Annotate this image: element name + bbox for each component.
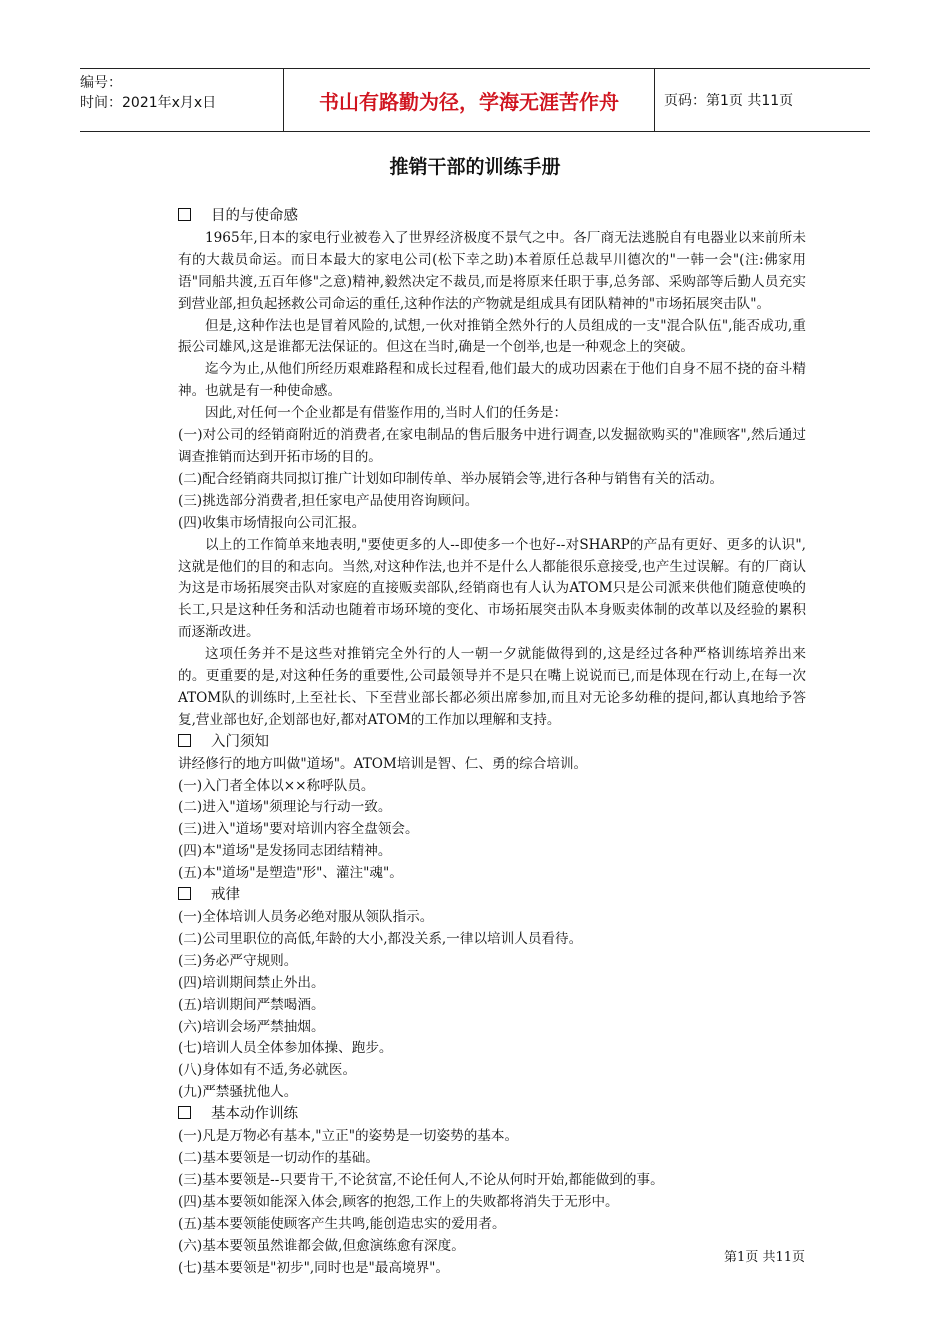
- list-item: (二)进入"道场"须理论与行动一致。: [178, 799, 392, 816]
- checkbox-square-icon: [178, 734, 191, 747]
- list-item: (三)务必严守规则。: [178, 952, 298, 969]
- section-heading: [178, 885, 806, 907]
- document-title: 推销干部的训练手册: [389, 156, 561, 178]
- list-item: (一)入门者全体以××称呼队员。: [178, 777, 375, 794]
- list-item: (一)全体培训人员务必绝对服从领队指示。: [178, 909, 434, 925]
- list-item: (七)培训人员全体参加体操、跑步。: [178, 1040, 393, 1057]
- serial-number-label: 编号：: [80, 75, 122, 91]
- list-item: (五)基本要领能使顾客产生共鸣,能创造忠实的爱用者。: [178, 1215, 506, 1232]
- header-motto: 书山有路勤为径，学海无涯苦作舟: [283, 69, 655, 131]
- list-item: (六)基本要领虽然谁都会做,但愈演练愈有深度。: [178, 1237, 465, 1254]
- paragraph: 这项任务并不是这些对推销完全外行的人一朝一夕就能做得到的,这是经过各种严格训练培养出来的。更重要的是,对这种任务的重要性,公司最领导并不是只在嘴上说说而已,而是体现在行动上,在每一次ATOM队的训练时,上至社长、下至营业部长都必须出席参加,而且对无论多幼稚的提问,都认真地给予答复,营业部也好,企划部也好,都对ATOM的工作加以理解和支持。: [178, 646, 806, 728]
- list-item: (四)培训期间禁止外出。: [178, 974, 325, 991]
- section-heading-text: 戒律: [211, 887, 240, 904]
- date-line: 时间：2021年x月x日: [80, 95, 217, 111]
- list-item: (八)身体如有不适,务必就医。: [178, 1062, 357, 1079]
- list-item: (五)培训期间严禁喝酒。: [178, 996, 325, 1013]
- list-item: (二)基本要领是一切动作的基础。: [178, 1149, 379, 1166]
- list-item: (二)配合经销商共同拟订推广计划如印制传单、举办展销会等,进行各种与销售有关的活动。: [178, 470, 724, 487]
- section-heading: [178, 732, 806, 754]
- list-item: (一)对公司的经销商附近的消费者,在家电制品的售后服务中进行调查,以发掘欲购买的"准顾客",然后通过调查推销而达到开拓市场的目的。: [178, 427, 806, 465]
- list-item: (三)进入"道场"要对培训内容全盘领会。: [178, 821, 419, 838]
- list-item: 讲经修行的地方叫做"道场"。ATOM培训是智、仁、勇的综合培训。: [178, 755, 588, 772]
- paragraph: 以上的工作简单来地表明,"要使更多的人--即使多一个也好--对SHARP的产品有更好、更多的认识",这就是他们的目的和志向。当然,对这种作法,也并不是什么人都能很乐意接受,也产生过误解。有的厂商认为这是市场拓展突击队对家庭的直接贩卖部队,经销商也有人认为ATOM只是公司派来供他们随意使唤的长工,只是这种任务和活动也随着市场环境的变化、市场拓展突击队本身贩卖体制的改革以及经验的累积而逐渐改进。: [178, 536, 806, 641]
- page-footer: 第1页 共11页: [724, 1250, 805, 1265]
- paragraph: 1965年,日本的家电行业被卷入了世界经济极度不景气之中。各厂商无法逃脱自有电器业以来前所未有的大裁员命运。而日本最大的家电公司(松下幸之助)本着原任总裁早川德次的"一韩一会"(注:佛家用语"同船共渡,五百年修"之意)精神,毅然决定不裁员,而是将原来任职于事,总务部、采购部等后勤人员充实到营业部,担负起拯救公司命运的重任,这种作法的产物就是组成具有团队精神的"市场拓展突击队"。: [178, 229, 806, 312]
- checkbox-square-icon: [178, 887, 191, 900]
- list-item: (五)本"道场"是塑造"形"、灌注"魂"。: [178, 865, 403, 882]
- list-item: (七)基本要领是"初步",同时也是"最高境界"。: [178, 1259, 450, 1276]
- page-header: [80, 68, 870, 132]
- header-page-info: 页码：第1页 共11页: [664, 93, 794, 109]
- paragraph: 但是,这种作法也是冒着风险的,试想,一伙对推销全然外行的人员组成的一支"混合队伍",能否成功,重振公司雄风,这是谁都无法保证的。但这在当时,确是一个创举,也是一种观念上的突破。: [178, 317, 806, 356]
- list-item: (二)公司里职位的高低,年龄的大小,都没关系,一律以培训人员看待。: [178, 930, 583, 947]
- paragraph: 因此,对任何一个企业都是有借鉴作用的,当时人们的任务是：: [205, 405, 568, 422]
- checkbox-square-icon: [178, 1106, 191, 1119]
- list-item: (一)凡是万物必有基本,"立正"的姿势是一切姿势的基本。: [178, 1128, 519, 1145]
- header-meta: [80, 69, 280, 135]
- list-item: (四)基本要领如能深入体会,顾客的抱怨,工作上的失败都将消失于无形中。: [178, 1193, 619, 1210]
- section-heading: [178, 206, 806, 228]
- section-heading-text: 目的与使命感: [211, 208, 298, 224]
- section-heading-text: 基本动作训练: [211, 1106, 298, 1123]
- section-heading-text: 入门须知: [211, 733, 269, 750]
- document-body: [178, 206, 806, 1279]
- checkbox-square-icon: [178, 208, 191, 221]
- list-item: (九)严禁骚扰他人。: [178, 1084, 298, 1101]
- paragraph: 迄今为止,从他们所经历艰难路程和成长过程看,他们最大的成功因素在于他们自身不屈不挠的奋斗精神。也就是有一种使命感。: [178, 361, 806, 400]
- list-item: (四)本"道场"是发扬同志团结精神。: [178, 843, 392, 860]
- list-item: (六)培训会场严禁抽烟。: [178, 1018, 325, 1035]
- list-item: (三)挑选部分消费者,担任家电产品使用咨询顾问。: [178, 492, 479, 509]
- section-heading: [178, 1104, 806, 1126]
- list-item: (三)基本要领是--只要肯干,不论贫富,不论任何人,不论从何时开始,都能做到的事。: [178, 1171, 664, 1188]
- list-item: (四)收集市场情报向公司汇报。: [178, 514, 366, 531]
